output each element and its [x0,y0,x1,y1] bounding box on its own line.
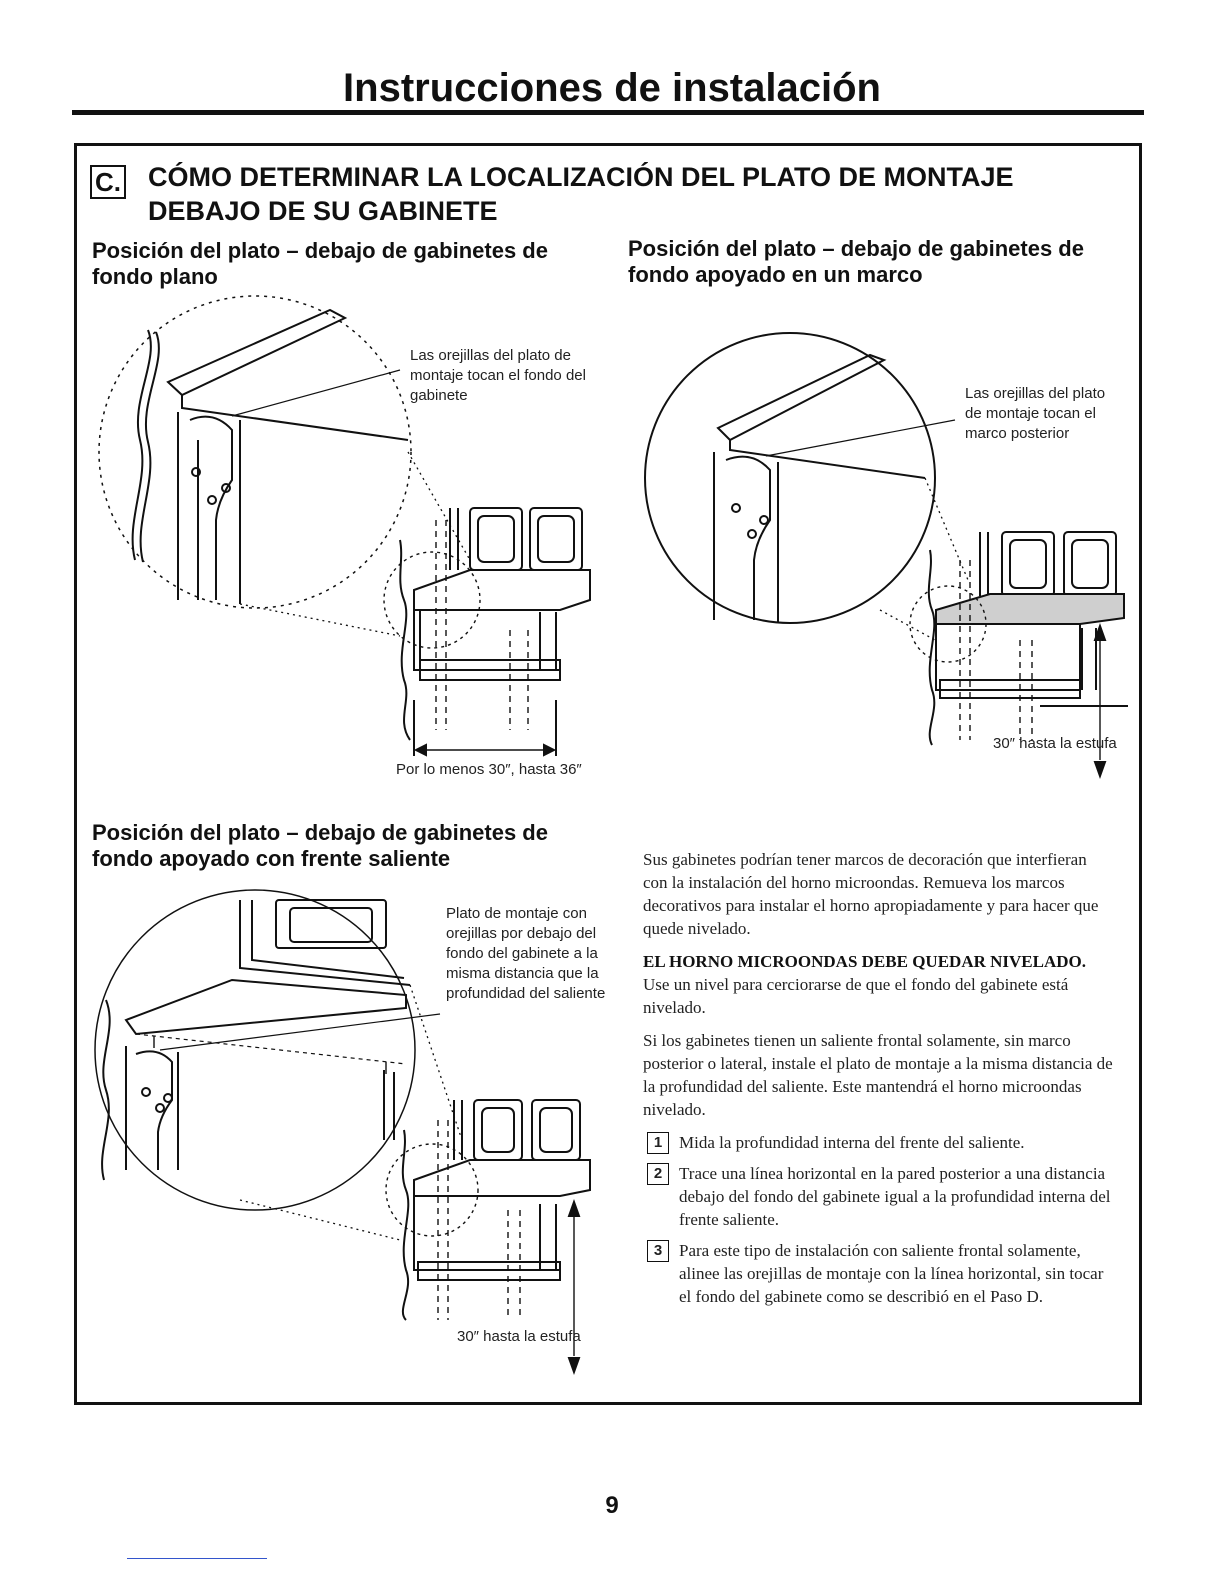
step-number-box: 2 [647,1163,669,1185]
section-letter-box: C. [90,165,126,199]
step-item [643,1162,1113,1231]
callout-flat-bottom: Las orejillas del plato de montaje tocan el fondo del gabinete [410,347,586,404]
callout-front-overhang: Plato de montaje con orejillas por debajo del fondo del gabinete a la misma distancia que la profundidad del saliente [446,905,606,1002]
step-text: Trace una línea horizontal en la pared posterior a una distancia debajo del fondo del gabinete igual a la profundidad interna del frente saliente. [679,1164,1111,1229]
figure-title-front-overhang: Posición del plato – debajo de gabinetes de fondo apoyado con frente saliente [92,820,548,871]
figure-title-framed-bottom: Posición del plato – debajo de gabinetes de fondo apoyado en un marco [628,236,1084,287]
page-title: Instrucciones de instalación [343,66,881,110]
step-text: Para este tipo de instalación con saliente frontal solamente, alinee las orejillas de montaje con la línea horizontal, sin tocar el fondo del gabinete como se describió en el Paso D. [679,1241,1104,1306]
dimension-front-overhang: 30″ hasta la estufa [457,1328,581,1345]
dimension-flat-bottom: Por lo menos 30″, hasta 36″ [396,761,582,778]
step-number-box: 3 [647,1240,669,1262]
dimension-framed-bottom: 30″ hasta la estufa [993,735,1117,752]
figure-title-flat-bottom: Posición del plato – debajo de gabinetes de fondo plano [92,238,548,289]
section-heading: CÓMO DETERMINAR LA LOCALIZACIÓN DEL PLATO DE MONTAJE DEBAJO DE SU GABINETE [148,162,1014,226]
step-text: Mida la profundidad interna del frente del saliente. [679,1133,1025,1152]
intro-paragraph: Sus gabinetes podrían tener marcos de decoración que interfieran con la instalación del horno microondas. Remueva los marcos decorativos para instalar el horno apropiadamente y para hacer que quede nivelado. [643,850,1099,938]
callout-framed-bottom: Las orejillas del plato de montaje tocan el marco posterior [965,385,1106,442]
level-warning-text: Use un nivel para cerciorarse de que el fondo del gabinete está nivelado. [643,975,1069,1017]
footer-link-underline[interactable] [127,1558,267,1559]
step-item [643,1239,1113,1308]
level-warning-heading: EL HORNO MICROONDAS DEBE QUEDAR NIVELADO. [643,952,1086,971]
instructions-text [643,848,1113,1316]
step-item [643,1131,1113,1154]
page-number: 9 [605,1492,619,1519]
step-number-box: 1 [647,1132,669,1154]
overhang-paragraph: Si los gabinetes tienen un saliente frontal solamente, sin marco posterior o lateral, instale el plato de montaje a la misma distancia de la profundidad del saliente. Este mantendrá el horno microondas nivelado. [643,1031,1113,1119]
